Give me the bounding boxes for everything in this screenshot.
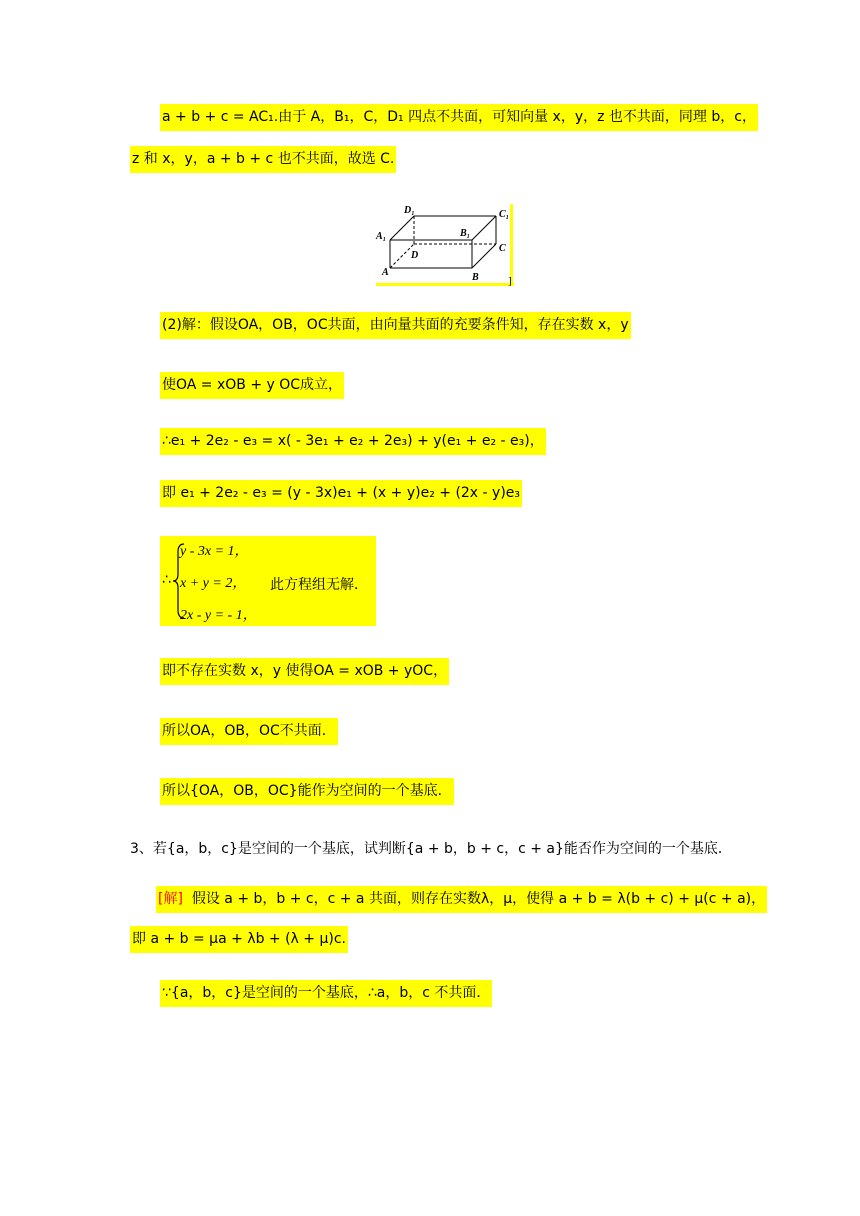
highlight-bar-right xyxy=(510,204,513,284)
label-c1: C₁ xyxy=(499,209,510,220)
figure-bracket: ] xyxy=(508,275,512,287)
label-b: B xyxy=(472,272,479,283)
part2-line7-row xyxy=(160,778,454,805)
solution3-line1-box xyxy=(156,886,767,913)
para1-line2: z 和 x，y，a + b + c 也不共面，故选 C. xyxy=(130,146,396,173)
label-d: D xyxy=(411,250,419,261)
question3-text: 3、若{a，b，c}是空间的一个基底，试判断{a + b，b + c，c + a}能否作为空间的一个基底． xyxy=(130,841,732,857)
solution3-line3: ∵{a，b，c}是空间的一个基底，∴a，b，c 不共面． xyxy=(160,980,492,1007)
solution3-line2-row xyxy=(130,926,348,953)
part2-line3-row xyxy=(160,428,546,455)
label-c: C xyxy=(499,243,506,254)
solution3-line1: 假设 a + b，b + c，c + a 共面，则存在实数λ，μ，使得 a + b = λ(b + c) + μ(c + a)， xyxy=(191,891,766,907)
solution3-line1-row xyxy=(156,886,767,913)
solution3-line3-row xyxy=(160,980,492,1007)
solution3-line2: 即 a + b = μa + λb + (λ + μ)c. xyxy=(130,926,348,953)
label-b1: B₁ xyxy=(460,228,471,239)
para1-line1-row xyxy=(160,104,758,131)
part2-line4: 即 e₁ + 2e₂ - e₃ = (y - 3x)e₁ + (x + y)e₂ + (2x - y)e₃ xyxy=(160,480,522,507)
para1-line2-row xyxy=(130,146,396,173)
solution-tag: [解] xyxy=(158,891,183,907)
para1-line1: a + b + c = AC₁.由于 A，B₁，C，D₁ 四点不共面，可知向量 x，y，z 也不共面，同理 b，c， xyxy=(160,104,758,131)
highlight-bar-bottom xyxy=(376,283,514,286)
system-note: 此方程组无解． xyxy=(270,577,368,593)
part2-line5: 即不存在实数 x，y 使得OA = xOB + yOC， xyxy=(160,658,449,685)
label-d1: D₁ xyxy=(404,205,415,216)
equation-2: x + y = 2， xyxy=(180,576,247,591)
part2-line2-row xyxy=(160,372,344,399)
label-a1: A₁ xyxy=(376,231,387,242)
part2-line4-row xyxy=(160,480,522,507)
part2-line5-row xyxy=(160,658,449,685)
label-a: A xyxy=(382,267,389,278)
part2-line1: (2)解：假设OA，OB，OC共面，由向量共面的充要条件知，存在实数 x，y xyxy=(160,312,631,339)
cuboid-figure xyxy=(374,200,516,288)
part2-line2: 使OA = xOB + y OC成立， xyxy=(160,372,344,399)
part2-line6: 所以OA，OB，OC不共面． xyxy=(160,718,338,745)
part2-line7: 所以{OA，OB，OC}能作为空间的一个基底． xyxy=(160,778,454,805)
question3-row xyxy=(130,838,732,858)
therefore-symbol: ∴ xyxy=(162,572,171,588)
equation-system xyxy=(160,536,376,626)
part2-line1-row xyxy=(160,312,631,339)
part2-line6-row xyxy=(160,718,338,745)
equation-1: y - 3x = 1， xyxy=(180,544,249,559)
equation-3: 2x - y = - 1， xyxy=(180,608,257,623)
part2-line3: ∴e₁ + 2e₂ - e₃ = x( - 3e₁ + e₂ + 2e₃) + y(e₁ + e₂ - e₃)， xyxy=(160,428,546,455)
